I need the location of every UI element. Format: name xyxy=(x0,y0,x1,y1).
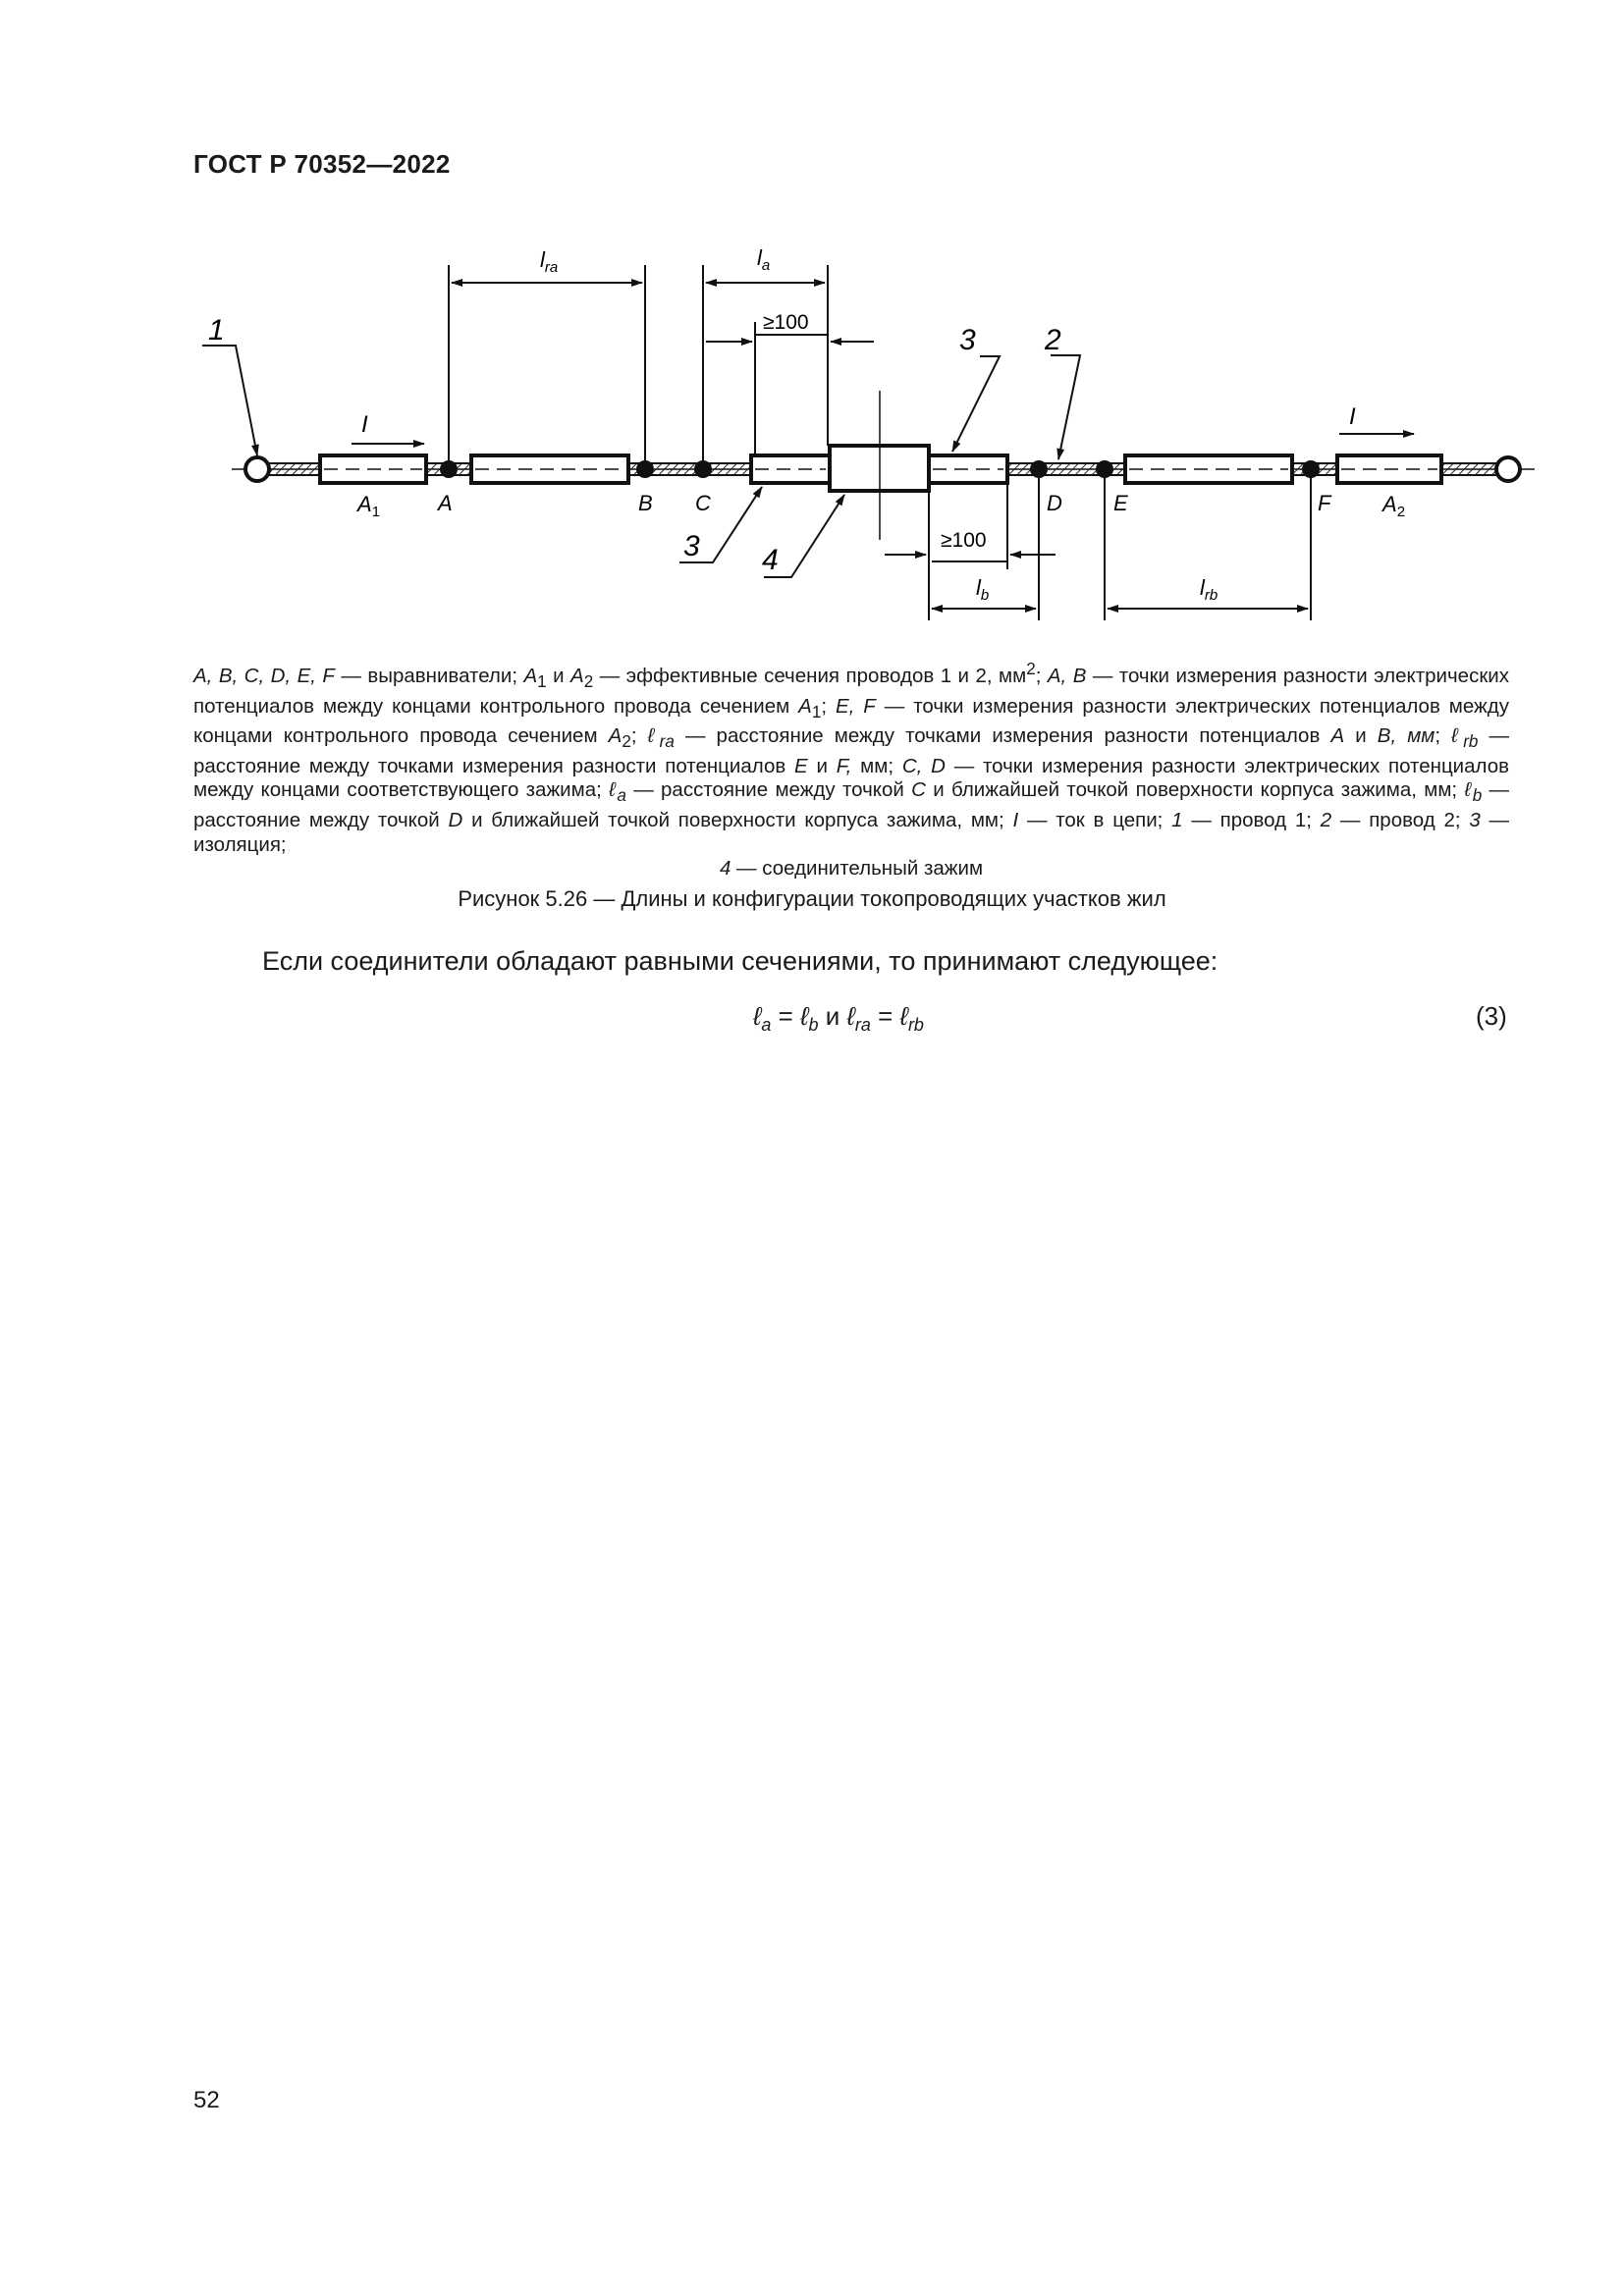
document-header: ГОСТ Р 70352—2022 xyxy=(193,149,451,179)
item-number-3-bottom: 3 xyxy=(683,530,700,562)
label-min-100-top: ≥100 xyxy=(763,311,809,334)
formula: ℓ$_a$ = ℓ$_b$ и ℓ$_{ra}$ = ℓ$_{rb}$ xyxy=(753,1001,924,1036)
point-label-D: D xyxy=(1047,491,1062,515)
label-l-rb: $l_{rb}$ xyxy=(1200,575,1218,604)
label-l-ra: $l_{ra}$ xyxy=(540,247,559,276)
item-number-3-top: 3 xyxy=(959,324,976,356)
body-paragraph: Если соединители обладают равными сечениями, то принимают следующее: xyxy=(262,946,1218,976)
item-number-4: 4 xyxy=(762,544,779,576)
label-l-b: $l_b$ xyxy=(976,575,990,604)
top-dimensions xyxy=(449,265,874,461)
item-number-1: 1 xyxy=(208,314,225,347)
label-l-a: $l_a$ xyxy=(757,245,771,274)
point-label-C: C xyxy=(695,491,711,515)
point-label-A2: $A_2$ xyxy=(1382,492,1406,520)
label-min-100-bottom: ≥100 xyxy=(941,529,987,552)
label-current-left: I xyxy=(361,411,368,438)
point-label-E: E xyxy=(1113,491,1128,515)
label-current-right: I xyxy=(1349,403,1356,430)
equation-number: (3) xyxy=(1476,1001,1507,1031)
point-label-A: A xyxy=(438,491,453,515)
point-label-F: F xyxy=(1318,491,1331,515)
figure-legend: A, B, C, D, E, F — выравниватели; $A_1$ и $A_2$ — эффективные сечения проводов 1 и 2, $мм^2$; A, B — точки измерения разности электрических потенциалов между концами контрольного провода сечением $A_1$; E, F — точки измерения разности электрических потенциалов между концами контрольного провода сечением $A_2$; ℓ$_{ra}$ — расстояние между точками измерения разности потенциалов A и B, мм; ℓ$_{rb}$ — расстояние между точками измерения разности потенциалов E и F, мм; C, D — точки измерения разности электрических потенциалов между концами соответствующего зажима; ℓ$_a$ — расстояние между точкой C и ближайшей точкой поверхности корпуса зажима, мм; ℓ$_b$ — расстояние между точкой D и ближайшей точкой поверхности корпуса зажима, мм; I — ток в цепи; 1 — провод 1; 2 — провод 2; 3 — изоляция; 4 — соединительный зажим xyxy=(193,660,1510,881)
figure-caption: Рисунок 5.26 — Длины и конфигурации токопроводящих участков жил xyxy=(458,886,1166,911)
page-number: 52 xyxy=(193,2087,220,2113)
right-terminal-ring xyxy=(1496,457,1520,481)
left-terminal-ring xyxy=(245,457,269,481)
point-label-A1: $A_1$ xyxy=(357,492,381,520)
conductor-diagram xyxy=(0,0,1624,667)
point-label-B: B xyxy=(638,491,653,515)
item-number-2: 2 xyxy=(1045,324,1061,356)
